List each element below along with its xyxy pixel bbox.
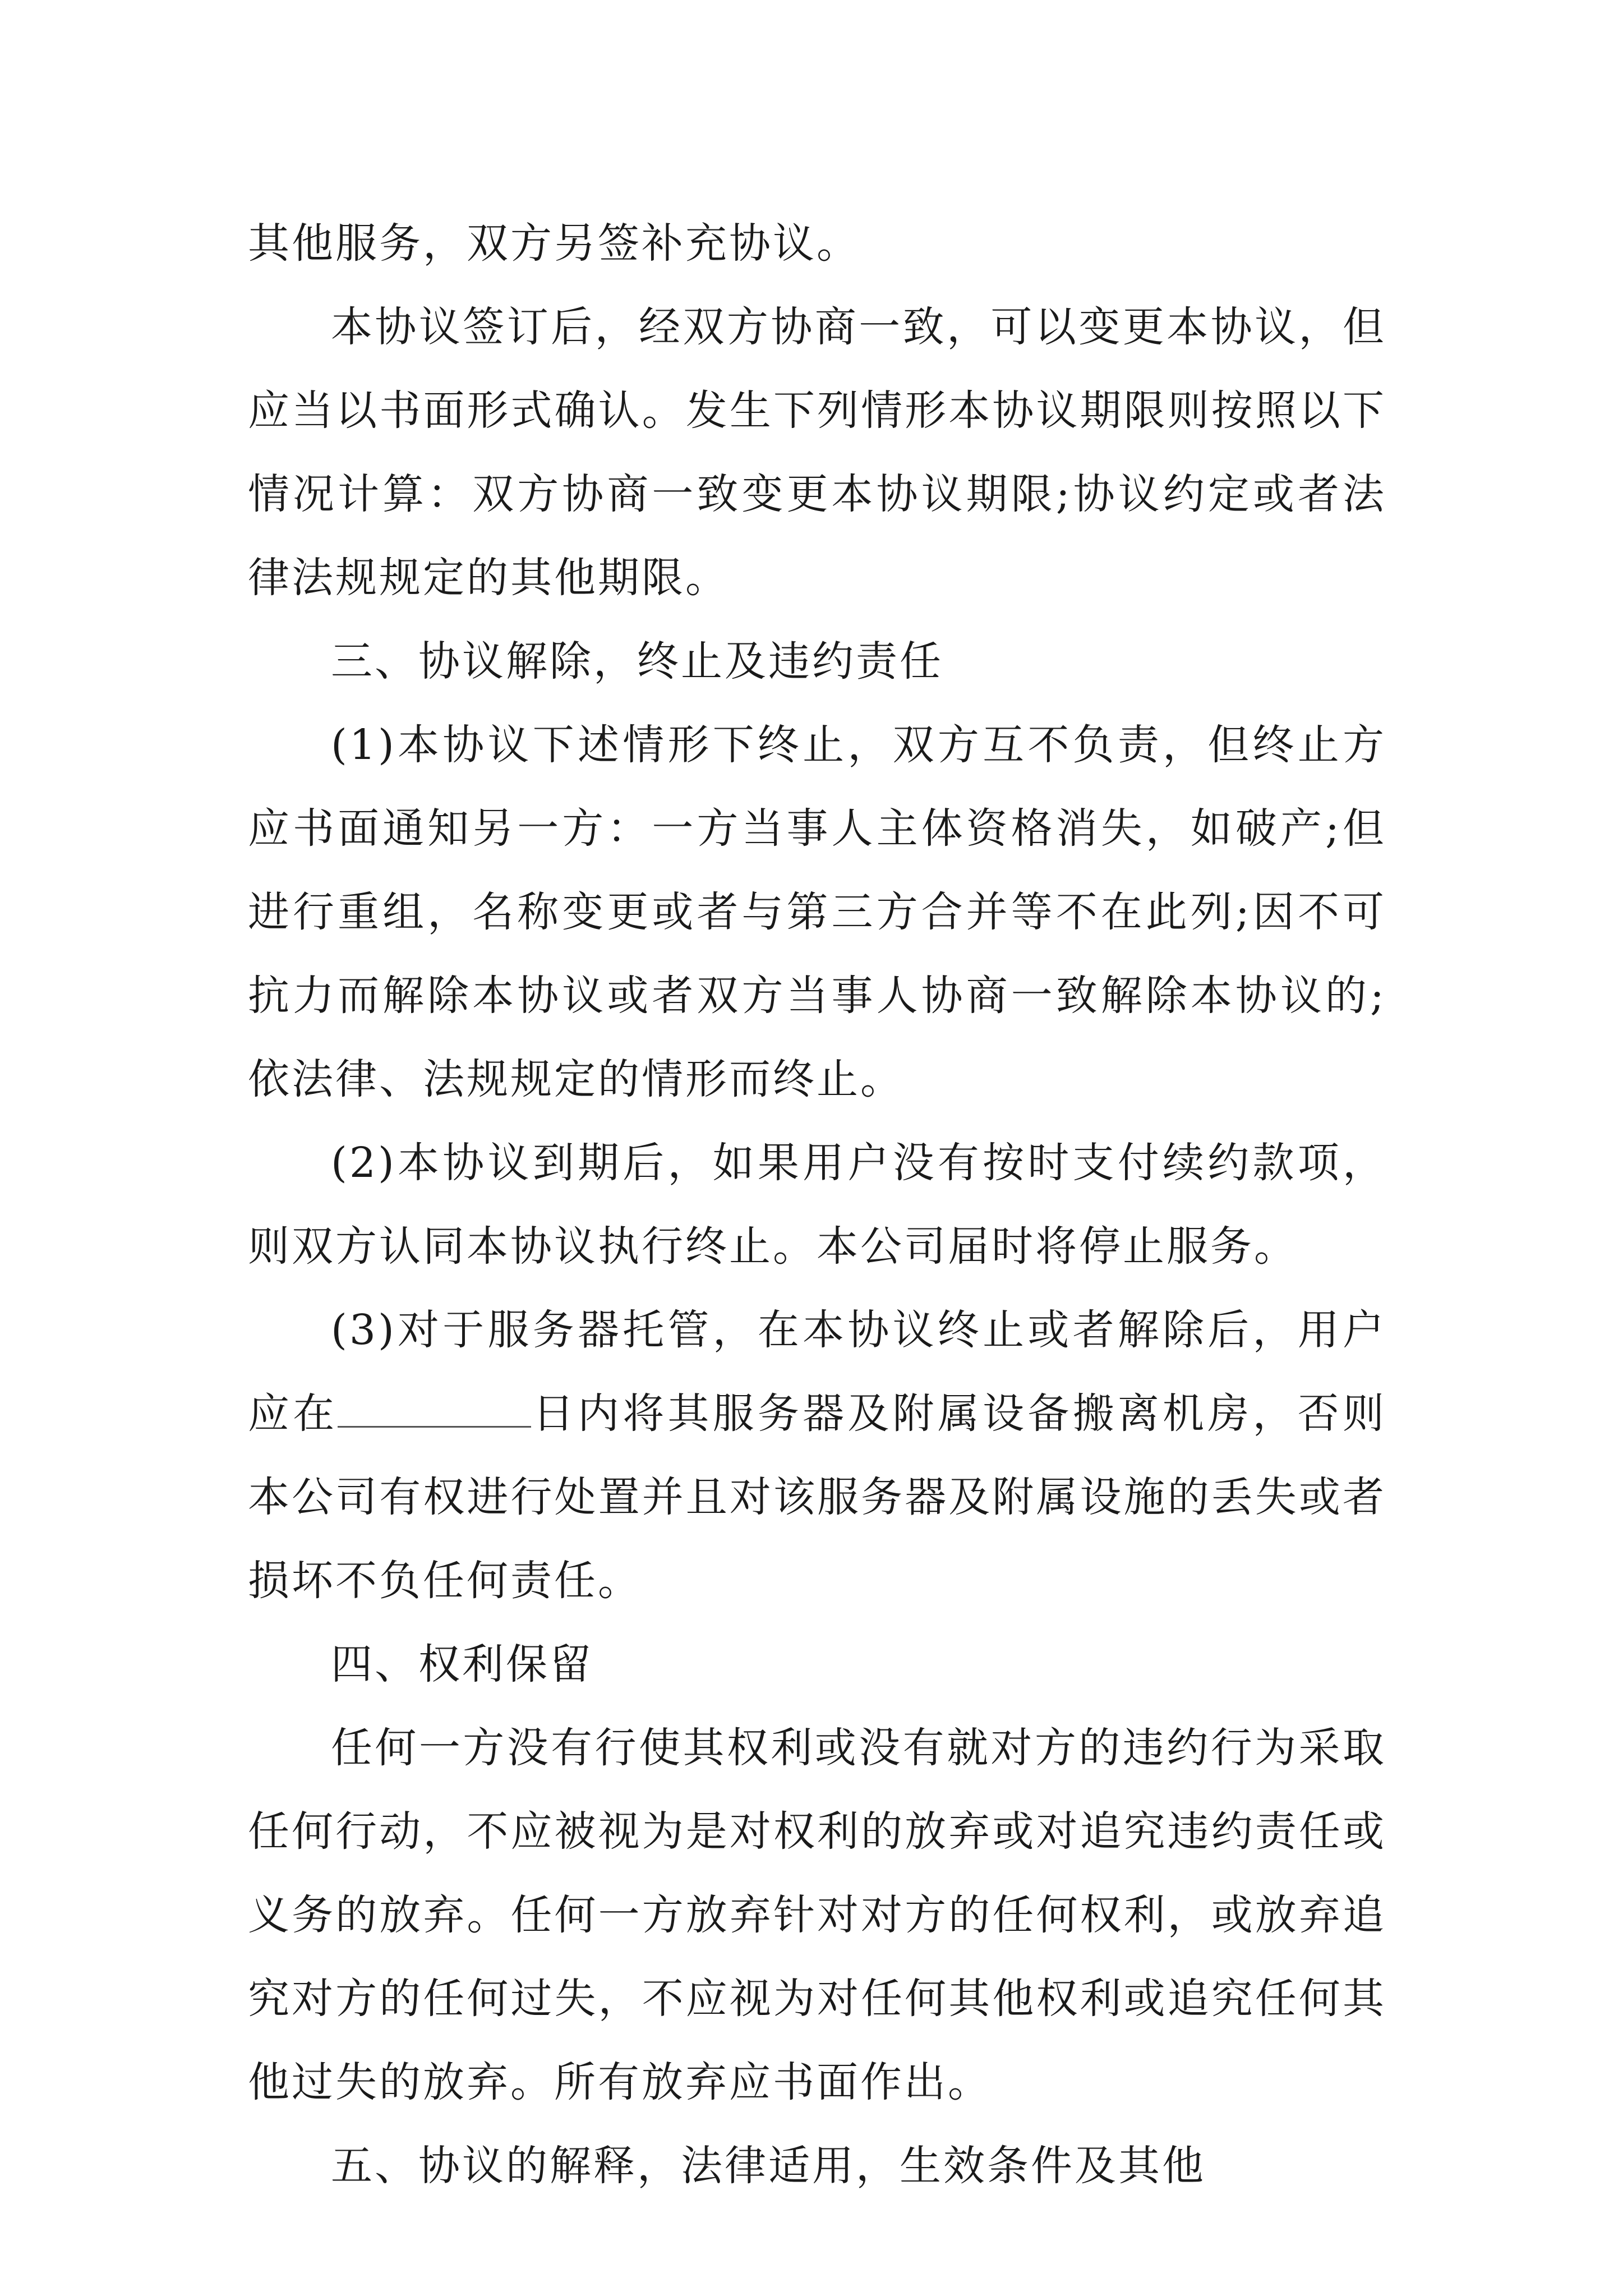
section-heading-rights: 四、权利保留 — [331, 1640, 593, 1688]
termination-3-text-before: (3)对于服务器托管，在本协议终止或者解除后，用户应在 — [248, 1306, 1386, 1438]
document-body — [248, 202, 1386, 2208]
paragraph-termination-2: (2)本协议到期后，如果用户没有按时支付续约款项，则双方认同本协议执行终止。本公司届时将停止服务。 — [248, 1139, 1386, 1271]
section-heading-termination: 三、协议解除，终止及违约责任 — [331, 637, 943, 685]
days-blank-field — [338, 1392, 531, 1428]
paragraph-termination-3 — [248, 1289, 1386, 1623]
paragraph-rights: 任何一方没有行使其权利或没有就对方的违约行为采取任何行动，不应被视为是对权利的放弃或对追究违约责任或义务的放弃。任何一方放弃针对对方的任何权利，或放弃追究对方的任何过失，不应视为对任何其他权利或追究任何其他过失的放弃。所有放弃应书面作出。 — [248, 1724, 1386, 2106]
paragraph-amendment: 本协议签订后，经双方协商一致，可以变更本协议，但应当以书面形式确认。发生下列情形本协议期限则按照以下情况计算：双方协商一致变更本协议期限;协议约定或者法律法规规定的其他期限。 — [248, 303, 1386, 602]
section-heading-interpretation: 五、协议的解释，法律适用，生效条件及其他 — [331, 2142, 1206, 2190]
termination-3-text-after: 日内将其服务器及附属设备搬离机房，否则本公司有权进行处置并且对该服务器及附属设施的丢失或者损坏不负任何责任。 — [248, 1389, 1387, 1605]
paragraph-termination-1: (1)本协议下述情形下终止，双方互不负责，但终止方应书面通知另一方：一方当事人主体资格消失，如破产;但进行重组，名称变更或者与第三方合并等不在此列;因不可抗力而解除本协议或者双方当事人协商一致解除本协议的;依法律、法规规定的情形而终止。 — [248, 721, 1386, 1103]
paragraph-supplementary: 其他服务，双方另签补充协议。 — [248, 219, 860, 268]
